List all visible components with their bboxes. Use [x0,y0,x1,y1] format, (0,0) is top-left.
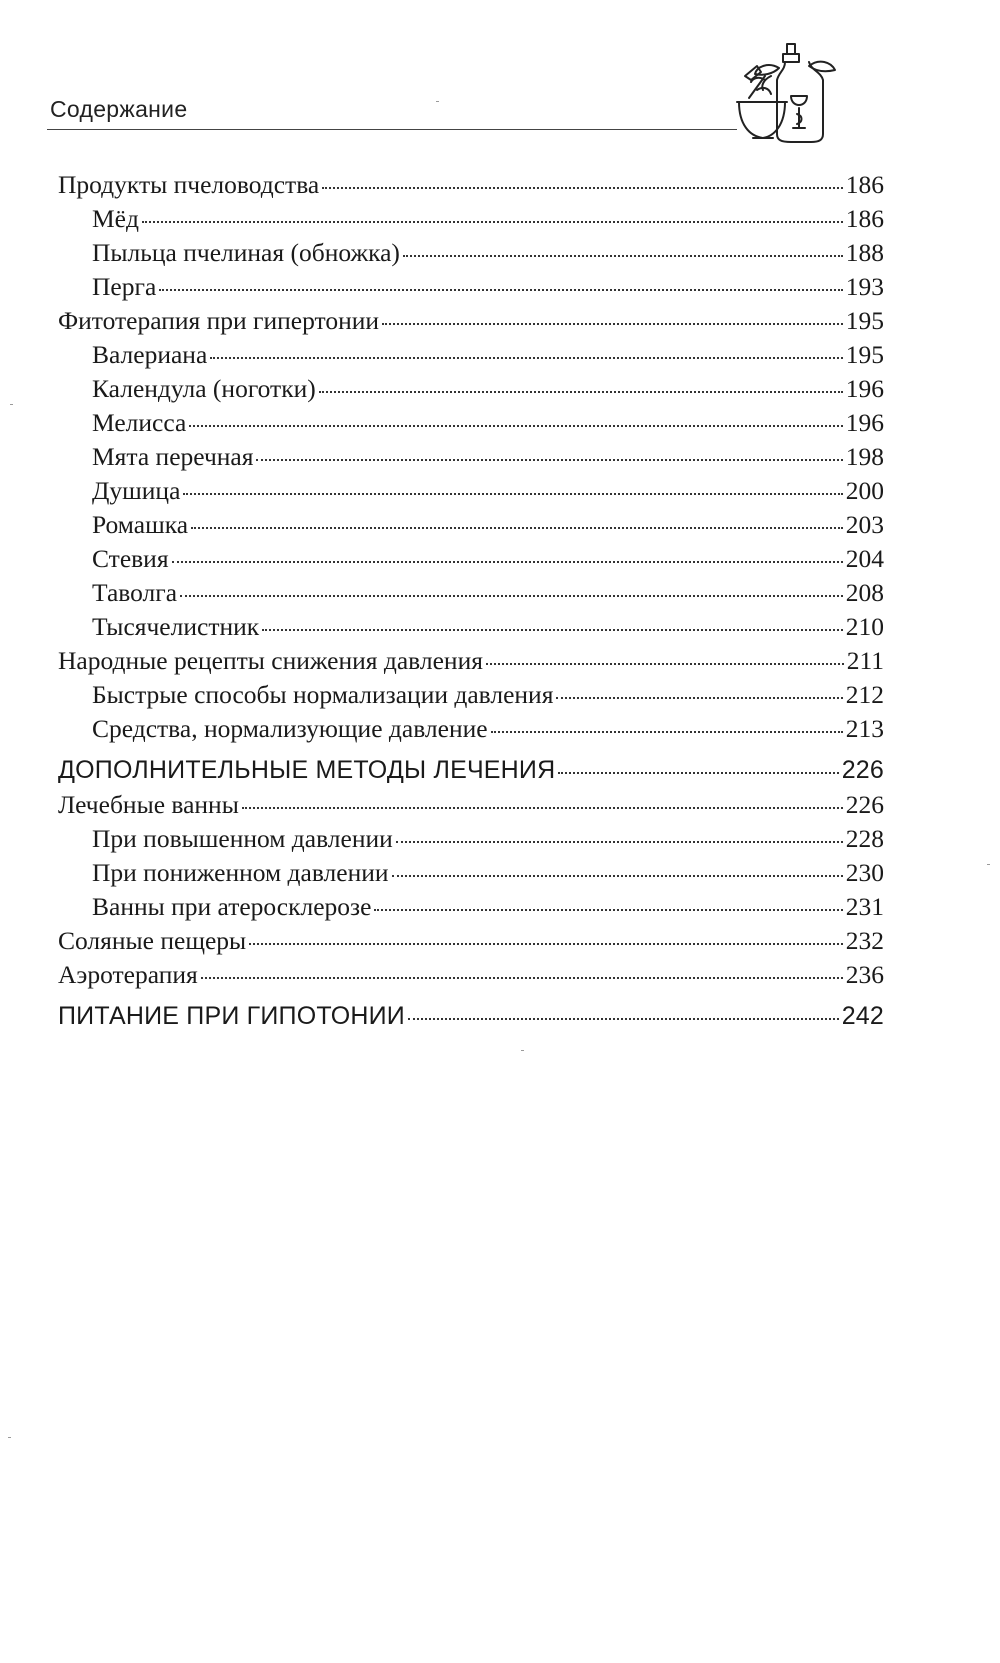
toc-entry-title: Таволга [92,578,178,607]
toc-dot-leader [392,874,843,877]
toc-entry-page: 211 [846,646,884,675]
toc-entry-title: Аэротерапия [58,960,198,989]
toc-entry [58,236,884,270]
toc-entry [58,338,884,372]
toc-entry-title: ДОПОЛНИТЕЛЬНЫЕ МЕТОДЫ ЛЕЧЕНИЯ [58,756,556,784]
toc-entry-title: Тысячелистник [92,612,260,641]
toc-entry [58,406,884,440]
toc-entry [58,856,884,890]
toc-entry-page: 226 [845,790,884,819]
toc-entry [58,270,884,304]
toc-entry [58,440,884,474]
toc-entry-page: 232 [845,926,884,955]
toc-entry-title: Лечебные ванны [58,790,239,819]
toc-entry [58,958,884,992]
toc-entry-page: 230 [845,858,884,887]
toc-dot-leader [172,560,843,563]
toc-entry-page: 198 [845,442,884,471]
toc-entry-title: Народные рецепты снижения давления [58,646,483,675]
toc-dot-leader [408,1017,839,1020]
toc-entry [58,822,884,856]
toc-dot-leader [262,628,843,631]
toc-dot-leader [319,390,843,393]
toc-entry-page: 208 [845,578,884,607]
toc-entry-title: Душица [92,476,181,505]
toc-entry [58,644,884,678]
toc-entry [58,508,884,542]
toc-dot-leader [256,458,842,461]
toc-dot-leader [249,942,843,945]
toc-entry-page: 188 [845,238,884,267]
toc-entry [58,304,884,338]
toc-entry-page: 210 [845,612,884,641]
scan-speck [436,101,439,102]
toc-dot-leader [382,322,843,325]
toc-entry-title: Ванны при атеросклерозе [92,892,372,921]
toc-dot-leader [322,186,843,189]
toc-entry-page: 212 [845,680,884,709]
toc-entry-title: Соляные пещеры [58,926,247,955]
toc-entry-page: 196 [845,374,884,403]
toc-entry [58,202,884,236]
toc-dot-leader [396,840,843,843]
toc-entry-page: 203 [845,510,884,539]
toc-entry [58,712,884,746]
toc-entry-title: Фитотерапия при гипертонии [58,306,380,335]
toc-entry-title: Быстрые способы нормализации давления [92,680,554,709]
toc-dot-leader [558,771,838,774]
scan-speck [10,404,13,405]
running-header [47,88,737,132]
toc-entry-title: При повышенном давлении [92,824,393,853]
toc-dot-leader [180,594,843,597]
toc-dot-leader [242,806,843,809]
toc-dot-leader [201,976,843,979]
toc-dot-leader [491,730,843,733]
toc-entry-page: 195 [845,340,884,369]
toc-entry [58,788,884,822]
toc-entry-page: 236 [845,960,884,989]
toc-dot-leader [183,492,842,495]
toc-entry-page: 196 [845,408,884,437]
toc-entry [58,678,884,712]
toc-entry-page: 204 [845,544,884,573]
toc-dot-leader [142,220,843,223]
toc-entry [58,474,884,508]
toc-entry-title: Мелисса [92,408,187,437]
toc-entry-title: Ромашка [92,510,189,539]
toc-entry-page: 195 [845,306,884,335]
toc-dot-leader [556,696,842,699]
toc-dot-leader [403,254,843,257]
toc-entry [58,610,884,644]
toc-entry-title: Стевия [92,544,169,573]
toc-entry-title: Перга [92,272,157,301]
toc-entry-page: 193 [845,272,884,301]
toc-entry [58,576,884,610]
toc-entry-title: При пониженном давлении [92,858,389,887]
mortar-and-bottle-icon [735,36,895,154]
toc-entry-title: Средства, нормализующие давление [92,714,488,743]
header-title: Содержание [50,96,188,122]
toc-entry-page: 242 [841,1002,884,1030]
toc-entry-page: 186 [845,170,884,199]
toc-entry-page: 231 [845,892,884,921]
toc-entry [58,924,884,958]
toc-entry-page: 213 [845,714,884,743]
toc-entry-page: 226 [841,756,884,784]
scan-speck [8,1437,11,1438]
toc-entry [58,996,884,1036]
toc-entry [58,542,884,576]
scan-speck [987,864,990,865]
toc-entry-page: 200 [845,476,884,505]
toc-entry-title: Мята перечная [92,442,254,471]
toc-entry-title: Валериана [92,340,208,369]
toc-entry [58,890,884,924]
toc-dot-leader [374,908,842,911]
toc-entry [58,750,884,790]
scan-speck [521,1050,524,1051]
toc-dot-leader [189,424,842,427]
toc-entry-title: Календула (ноготки) [92,374,316,403]
toc-entry-page: 186 [845,204,884,233]
toc-entry-title: ПИТАНИЕ ПРИ ГИПОТОНИИ [58,1002,405,1030]
toc-dot-leader [159,288,842,291]
toc-dot-leader [210,356,842,359]
table-of-contents [58,168,884,1036]
toc-dot-leader [486,662,844,665]
toc-dot-leader [191,526,843,529]
toc-entry [58,372,884,406]
toc-entry-title: Продукты пчеловодства [58,170,320,199]
toc-entry-title: Мёд [92,204,139,233]
toc-entry-title: Пыльца пчелиная (обножка) [92,238,400,267]
header-rule [47,129,737,130]
toc-entry-page: 228 [845,824,884,853]
toc-entry [58,168,884,202]
